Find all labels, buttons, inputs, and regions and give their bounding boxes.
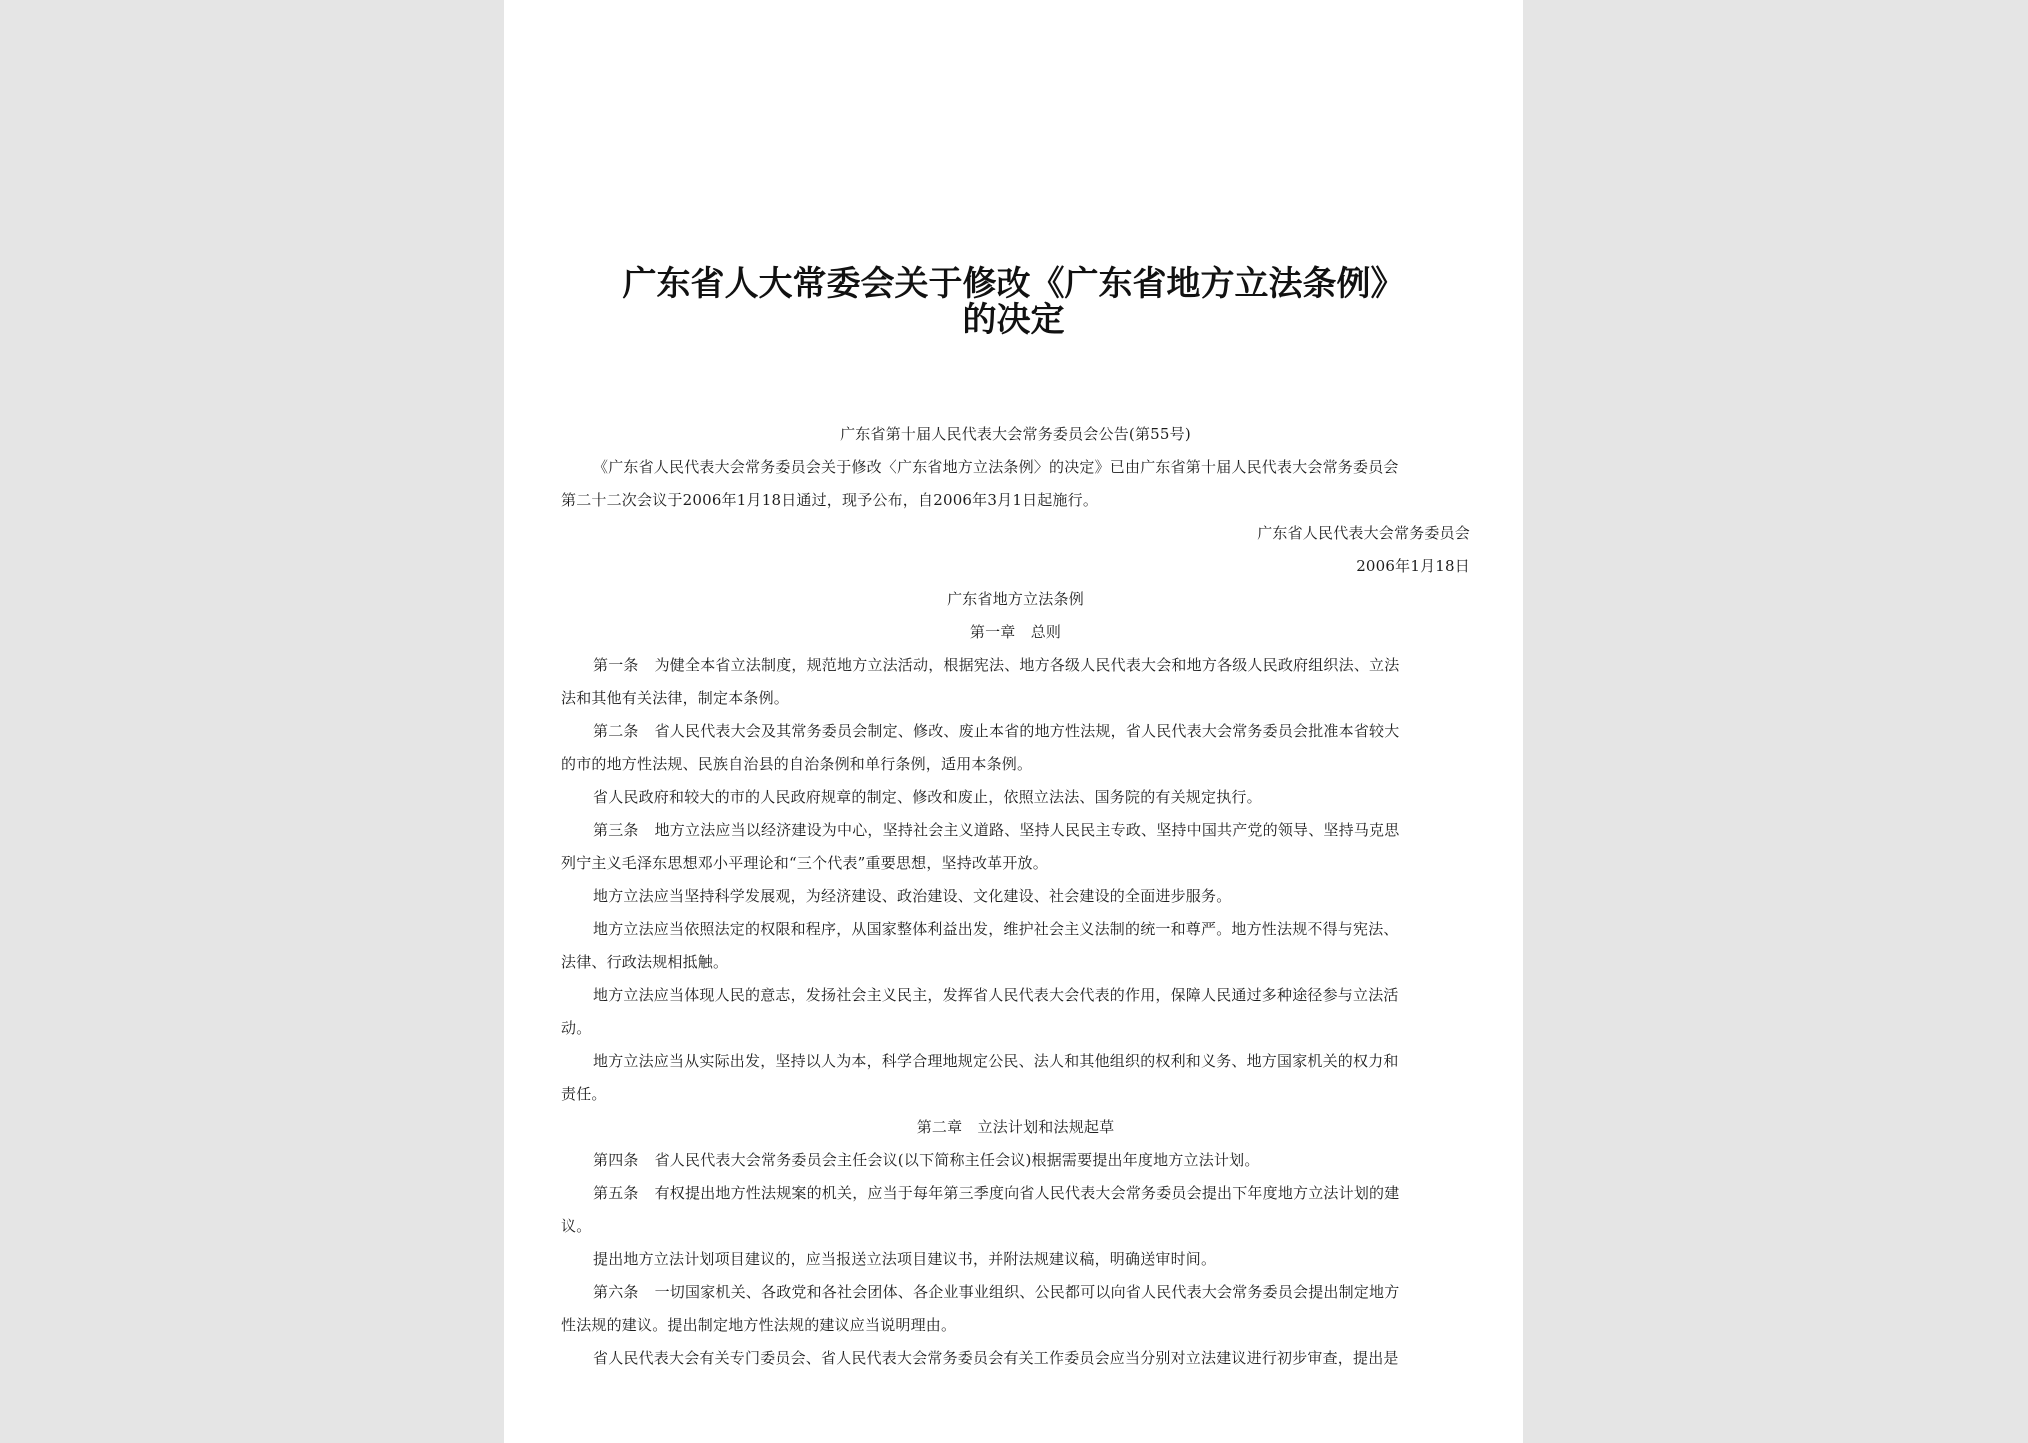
article-2-line1: 第二条 省人民代表大会及其常务委员会制定、修改、废止本省的地方性法规，省人民代表大会常务委员会批准本省较大	[593, 722, 1400, 740]
article-3-para5-line2: 责任。	[561, 1085, 607, 1103]
article-3-line1: 第三条 地方立法应当以经济建设为中心，坚持社会主义道路、坚持人民民主专政、坚持中国共产党的领导、坚持马克思	[593, 821, 1400, 839]
article-2-label: 第二条	[593, 722, 639, 740]
article-3-para2: 地方立法应当坚持科学发展观，为经济建设、政治建设、文化建设、社会建设的全面进步服务。	[593, 887, 1232, 905]
document-body	[561, 418, 1470, 1375]
article-3-label: 第三条	[593, 821, 639, 839]
article-3-para3-line2: 法律、行政法规相抵触。	[561, 953, 729, 971]
article-5-para2: 提出地方立法计划项目建议的，应当报送立法项目建议书，并附法规建议稿，明确送审时间。	[593, 1250, 1217, 1268]
chapter-heading-2: 第二章 立法计划和法规起草	[916, 1118, 1115, 1136]
article-4-label: 第四条	[593, 1151, 639, 1169]
article-2-line2: 的市的地方性法规、民族自治县的自治条例和单行条例，适用本条例。	[561, 755, 1033, 773]
chapter-heading-1: 第一章 总则	[969, 623, 1062, 641]
article-3-para3-line1: 地方立法应当依照法定的权限和程序，从国家整体利益出发，维护社会主义法制的统一和尊严。地方性法规不得与宪法、	[593, 920, 1399, 938]
article-6-label: 第六条	[593, 1283, 639, 1301]
article-6-para2: 省人民代表大会有关专门委员会、省人民代表大会常务委员会有关工作委员会应当分别对立法建议进行初步审查，提出是	[593, 1349, 1399, 1367]
sign-date: 2006年1月18日	[1356, 557, 1470, 575]
article-6-line2: 性法规的建议。提出制定地方性法规的建议应当说明理由。	[561, 1316, 957, 1334]
announcement-heading: 广东省第十届人民代表大会常务委员会公告(第55号)	[840, 425, 1191, 443]
article-1-line1: 第一条 为健全本省立法制度，规范地方立法活动，根据宪法、地方各级人民代表大会和地方各级人民政府组织法、立法	[593, 656, 1400, 674]
article-3-para4-line2: 动。	[561, 1019, 592, 1037]
document-title-line2: 的决定	[962, 300, 1065, 340]
article-5-line1: 第五条 有权提出地方性法规案的机关，应当于每年第三季度向省人民代表大会常务委员会提出下年度地方立法计划的建	[593, 1184, 1400, 1202]
article-3-line2: 列宁主义毛泽东思想邓小平理论和“三个代表”重要思想，坚持改革开放。	[561, 854, 1048, 872]
intro-line1: 《广东省人民代表大会常务委员会关于修改〈广东省地方立法条例〉的决定》已由广东省第十届人民代表大会常务委员会	[593, 458, 1399, 476]
article-6-line1: 第六条 一切国家机关、各政党和各社会团体、各企业事业组织、公民都可以向省人民代表大会常务委员会提出制定地方	[593, 1283, 1400, 1301]
article-3-para5-line1: 地方立法应当从实际出发，坚持以人为本，科学合理地规定公民、法人和其他组织的权利和义务、地方国家机关的权力和	[593, 1052, 1399, 1070]
signatory: 广东省人民代表大会常务委员会	[1257, 524, 1470, 542]
article-1-label: 第一条	[593, 656, 639, 674]
document-page	[504, 0, 1523, 1443]
article-5-line2: 议。	[561, 1217, 592, 1235]
article-1-line2: 法和其他有关法律，制定本条例。	[561, 689, 790, 707]
intro-line2: 第二十二次会议于2006年1月18日通过，现予公布，自2006年3月1日起施行。	[561, 491, 1099, 509]
article-5-label: 第五条	[593, 1184, 639, 1202]
regulation-title: 广东省地方立法条例	[947, 590, 1084, 608]
article-3-para4-line1: 地方立法应当体现人民的意志，发扬社会主义民主，发挥省人民代表大会代表的作用，保障人民通过多种途径参与立法活	[593, 986, 1399, 1004]
article-2-para2: 省人民政府和较大的市的人民政府规章的制定、修改和废止，依照立法法、国务院的有关规定执行。	[593, 788, 1262, 806]
article-4-line1: 第四条 省人民代表大会常务委员会主任会议(以下简称主任会议)根据需要提出年度地方立法计划。	[593, 1151, 1260, 1169]
document-title-line1: 广东省人大常委会关于修改《广东省地方立法条例》	[622, 264, 1405, 304]
